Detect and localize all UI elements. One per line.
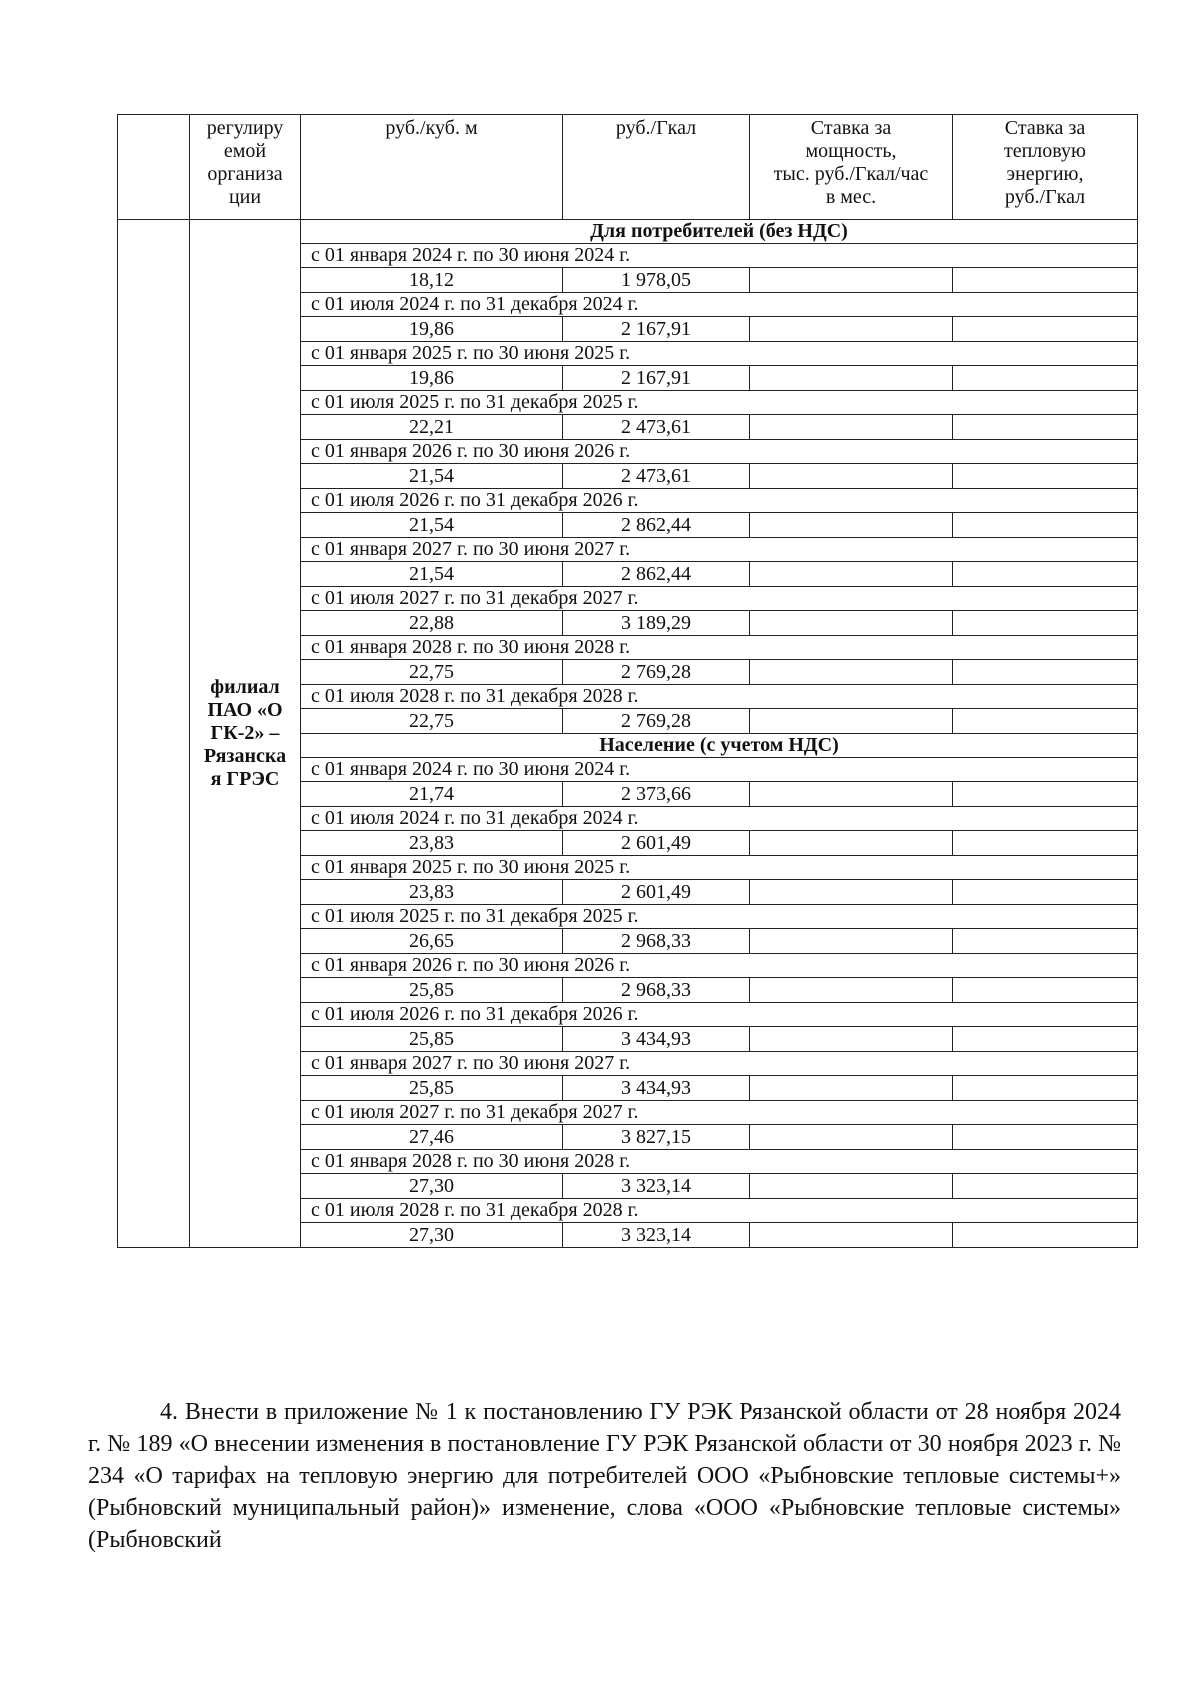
heat-tariff-cell: 2 769,28	[563, 660, 750, 685]
heat-tariff-cell: 2 167,91	[563, 366, 750, 391]
energy-rate-cell	[953, 366, 1138, 391]
row-number-cell	[118, 220, 190, 1248]
power-rate-cell	[750, 880, 953, 905]
power-rate-cell	[750, 513, 953, 538]
body-paragraph: 4. Внести в приложение № 1 к постановлению ГУ РЭК Рязанской области от 28 ноября 2024 г. № 189 «О внесении изменения в постановление ГУ РЭК Рязанской области от 30 ноября 2023 г. № 234 «О тарифах на тепловую энергию для потребителей ООО «Рыбновские тепловые системы+» (Рыбновский муниципальный район)» изменение, слова «ООО «Рыбновские тепловые системы» (Рыбновский	[88, 1399, 1121, 1553]
power-rate-cell	[750, 611, 953, 636]
heat-tariff-cell: 1 978,05	[563, 268, 750, 293]
power-rate-cell	[750, 978, 953, 1003]
heat-tariff-cell: 2 862,44	[563, 513, 750, 538]
heat-tariff-cell: 2 473,61	[563, 464, 750, 489]
section-title: Население (с учетом НДС)	[301, 734, 1138, 758]
energy-rate-cell	[953, 1076, 1138, 1101]
period-label: с 01 января 2026 г. по 30 июня 2026 г.	[301, 440, 1138, 464]
power-rate-cell	[750, 929, 953, 954]
energy-rate-cell	[953, 831, 1138, 856]
power-rate-cell	[750, 464, 953, 489]
energy-rate-cell	[953, 317, 1138, 342]
heat-tariff-cell: 3 323,14	[563, 1174, 750, 1199]
heat-tariff-cell: 2 167,91	[563, 317, 750, 342]
energy-rate-cell	[953, 415, 1138, 440]
water-tariff-cell: 21,54	[301, 513, 563, 538]
tariff-table	[117, 114, 1138, 1248]
period-label: с 01 января 2028 г. по 30 июня 2028 г.	[301, 1150, 1138, 1174]
heat-tariff-cell: 2 769,28	[563, 709, 750, 734]
power-rate-cell	[750, 317, 953, 342]
power-rate-cell	[750, 1223, 953, 1248]
energy-rate-cell	[953, 513, 1138, 538]
heat-tariff-cell: 2 968,33	[563, 929, 750, 954]
water-tariff-cell: 27,46	[301, 1125, 563, 1150]
header-cell-organization: регулиру емой организа ции	[190, 115, 301, 220]
heat-tariff-cell: 2 601,49	[563, 880, 750, 905]
header-cell-heat: руб./Гкал	[563, 115, 750, 220]
water-tariff-cell: 26,65	[301, 929, 563, 954]
section-title: Для потребителей (без НДС)	[301, 220, 1138, 244]
water-tariff-cell: 22,88	[301, 611, 563, 636]
energy-rate-cell	[953, 1223, 1138, 1248]
heat-tariff-cell: 3 189,29	[563, 611, 750, 636]
power-rate-cell	[750, 1027, 953, 1052]
heat-tariff-cell: 3 434,93	[563, 1076, 750, 1101]
heat-tariff-cell: 2 601,49	[563, 831, 750, 856]
water-tariff-cell: 23,83	[301, 880, 563, 905]
energy-rate-cell	[953, 1174, 1138, 1199]
heat-tariff-cell: 2 968,33	[563, 978, 750, 1003]
energy-rate-cell	[953, 268, 1138, 293]
period-label: с 01 января 2028 г. по 30 июня 2028 г.	[301, 636, 1138, 660]
water-tariff-cell: 18,12	[301, 268, 563, 293]
power-rate-cell	[750, 831, 953, 856]
power-rate-cell	[750, 1076, 953, 1101]
period-label: с 01 января 2024 г. по 30 июня 2024 г.	[301, 244, 1138, 268]
period-label: с 01 июля 2026 г. по 31 декабря 2026 г.	[301, 489, 1138, 513]
period-label: с 01 января 2027 г. по 30 июня 2027 г.	[301, 538, 1138, 562]
power-rate-cell	[750, 562, 953, 587]
water-tariff-cell: 21,54	[301, 562, 563, 587]
energy-rate-cell	[953, 562, 1138, 587]
period-label: с 01 июля 2026 г. по 31 декабря 2026 г.	[301, 1003, 1138, 1027]
period-label: с 01 июля 2024 г. по 31 декабря 2024 г.	[301, 293, 1138, 317]
water-tariff-cell: 25,85	[301, 1076, 563, 1101]
organization-cell: филиал ПАО «О ГК-2» – Рязанска я ГРЭС	[190, 220, 301, 1248]
water-tariff-cell: 23,83	[301, 831, 563, 856]
water-tariff-cell: 22,75	[301, 660, 563, 685]
heat-tariff-cell: 2 473,61	[563, 415, 750, 440]
header-cell-water: руб./куб. м	[301, 115, 563, 220]
energy-rate-cell	[953, 660, 1138, 685]
energy-rate-cell	[953, 1027, 1138, 1052]
period-label: с 01 июля 2025 г. по 31 декабря 2025 г.	[301, 391, 1138, 415]
heat-tariff-cell: 3 434,93	[563, 1027, 750, 1052]
water-tariff-cell: 27,30	[301, 1174, 563, 1199]
heat-tariff-cell: 3 323,14	[563, 1223, 750, 1248]
energy-rate-cell	[953, 464, 1138, 489]
energy-rate-cell	[953, 782, 1138, 807]
energy-rate-cell	[953, 1125, 1138, 1150]
water-tariff-cell: 21,74	[301, 782, 563, 807]
power-rate-cell	[750, 1174, 953, 1199]
period-label: с 01 июля 2025 г. по 31 декабря 2025 г.	[301, 905, 1138, 929]
period-label: с 01 января 2024 г. по 30 июня 2024 г.	[301, 758, 1138, 782]
header-cell-number	[118, 115, 190, 220]
period-label: с 01 июля 2028 г. по 31 декабря 2028 г.	[301, 1199, 1138, 1223]
header-cell-energy-rate: Ставка за тепловую энергию, руб./Гкал	[953, 115, 1138, 220]
period-label: с 01 января 2026 г. по 30 июня 2026 г.	[301, 954, 1138, 978]
energy-rate-cell	[953, 709, 1138, 734]
power-rate-cell	[750, 782, 953, 807]
energy-rate-cell	[953, 611, 1138, 636]
water-tariff-cell: 25,85	[301, 978, 563, 1003]
period-label: с 01 июля 2027 г. по 31 декабря 2027 г.	[301, 1101, 1138, 1125]
period-label: с 01 января 2025 г. по 30 июня 2025 г.	[301, 342, 1138, 366]
section-title-row	[118, 220, 1138, 244]
period-label: с 01 июля 2024 г. по 31 декабря 2024 г.	[301, 807, 1138, 831]
power-rate-cell	[750, 660, 953, 685]
heat-tariff-cell: 3 827,15	[563, 1125, 750, 1150]
energy-rate-cell	[953, 880, 1138, 905]
tariff-table-body	[118, 115, 1138, 1248]
power-rate-cell	[750, 268, 953, 293]
water-tariff-cell: 19,86	[301, 366, 563, 391]
heat-tariff-cell: 2 373,66	[563, 782, 750, 807]
water-tariff-cell: 25,85	[301, 1027, 563, 1052]
heat-tariff-cell: 2 862,44	[563, 562, 750, 587]
energy-rate-cell	[953, 978, 1138, 1003]
period-label: с 01 января 2025 г. по 30 июня 2025 г.	[301, 856, 1138, 880]
period-label: с 01 июля 2028 г. по 31 декабря 2028 г.	[301, 685, 1138, 709]
header-cell-power-rate: Ставка за мощность, тыс. руб./Гкал/час в мес.	[750, 115, 953, 220]
water-tariff-cell: 22,21	[301, 415, 563, 440]
power-rate-cell	[750, 709, 953, 734]
energy-rate-cell	[953, 929, 1138, 954]
power-rate-cell	[750, 1125, 953, 1150]
water-tariff-cell: 21,54	[301, 464, 563, 489]
power-rate-cell	[750, 415, 953, 440]
power-rate-cell	[750, 366, 953, 391]
period-label: с 01 января 2027 г. по 30 июня 2027 г.	[301, 1052, 1138, 1076]
period-label: с 01 июля 2027 г. по 31 декабря 2027 г.	[301, 587, 1138, 611]
table-header-row	[118, 115, 1138, 220]
water-tariff-cell: 19,86	[301, 317, 563, 342]
water-tariff-cell: 22,75	[301, 709, 563, 734]
water-tariff-cell: 27,30	[301, 1223, 563, 1248]
